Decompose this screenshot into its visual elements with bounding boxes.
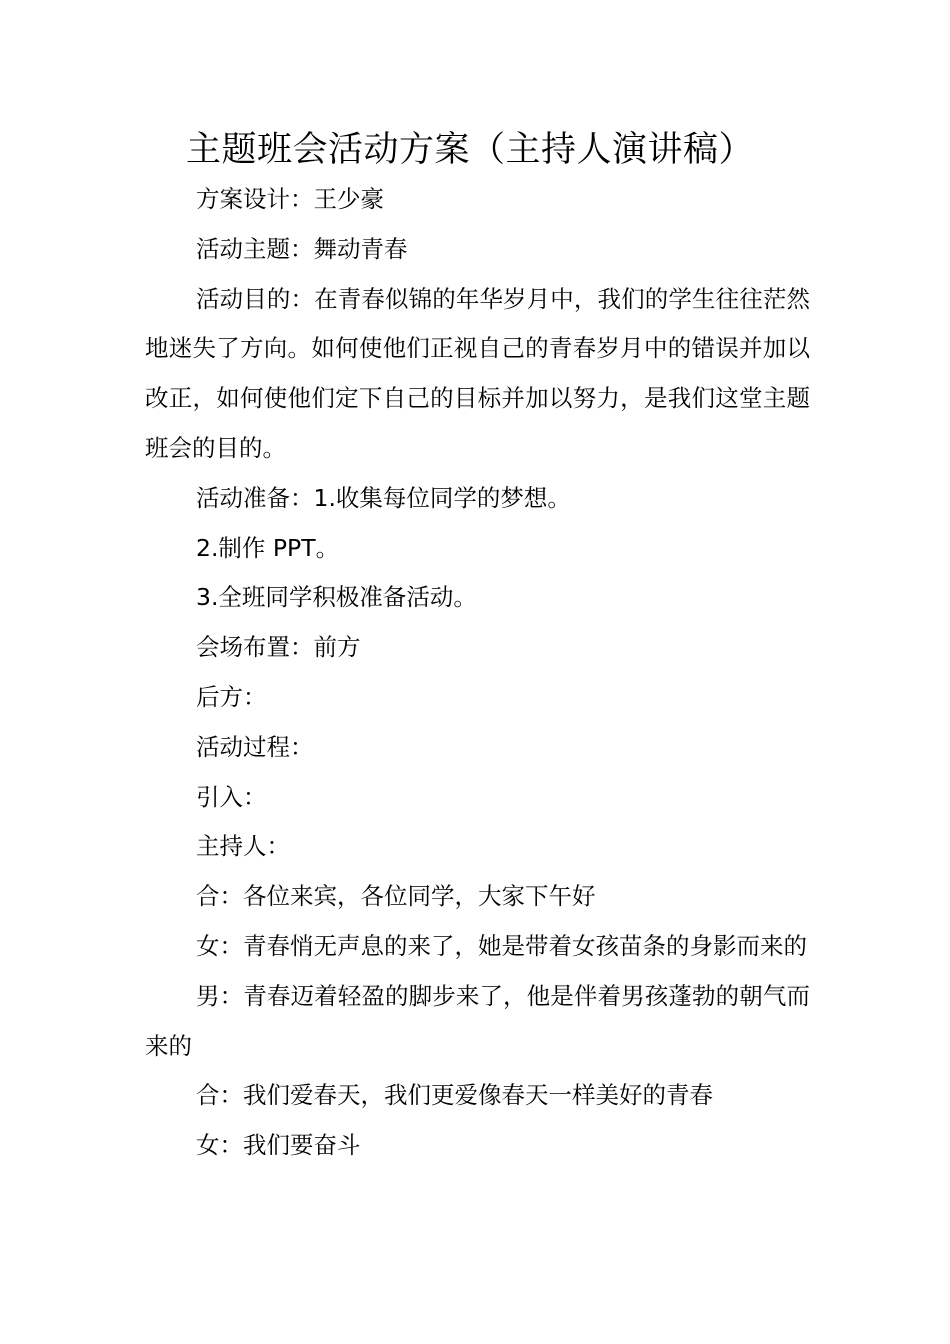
paragraph-prep-ppt: 2.制作 PPT。	[196, 533, 340, 562]
paragraph-dialogue-together-1: 合：各位来宾，各位同学，大家下午好	[196, 882, 596, 911]
paragraph-dialogue-male-1: 男：青春迈着轻盈的脚步来了，他是伴着男孩蓬勃的朝气而来的	[145, 981, 810, 1060]
paragraph-introduction: 引入：	[196, 782, 267, 811]
paragraph-venue-back: 后方：	[196, 682, 267, 711]
paragraph-activity-preparation: 活动准备：1.收集每位同学的梦想。	[196, 483, 571, 512]
paragraph-prep-class: 3.全班同学积极准备活动。	[196, 583, 477, 612]
paragraph-venue-front: 会场布置：前方	[196, 633, 361, 662]
paragraph-plan-designer: 方案设计：王少豪	[196, 185, 384, 213]
paragraph-activity-process: 活动过程：	[196, 732, 314, 761]
document-body	[145, 175, 810, 1171]
paragraph-host: 主持人：	[196, 832, 290, 861]
paragraph-dialogue-together-2: 合：我们爱春天，我们更爱像春天一样美好的青春	[196, 1081, 713, 1110]
paragraph-activity-purpose: 活动目的：在青春似锦的年华岁月中，我们的学生往往茫然地迷失了方向。如何使他们正视自己的青春岁月中的错误并加以改正，如何使他们定下自己的目标并加以努力，是我们这堂主题班会的目的。	[145, 284, 810, 462]
paragraph-dialogue-female-1: 女：青春悄无声息的来了，她是带着女孩苗条的身影而来的	[196, 931, 807, 960]
document-title: 主题班会活动方案（主持人演讲稿）	[185, 130, 754, 170]
paragraph-dialogue-female-2: 女：我们要奋斗	[196, 1131, 361, 1160]
paragraph-activity-theme: 活动主题：舞动青春	[196, 234, 408, 263]
